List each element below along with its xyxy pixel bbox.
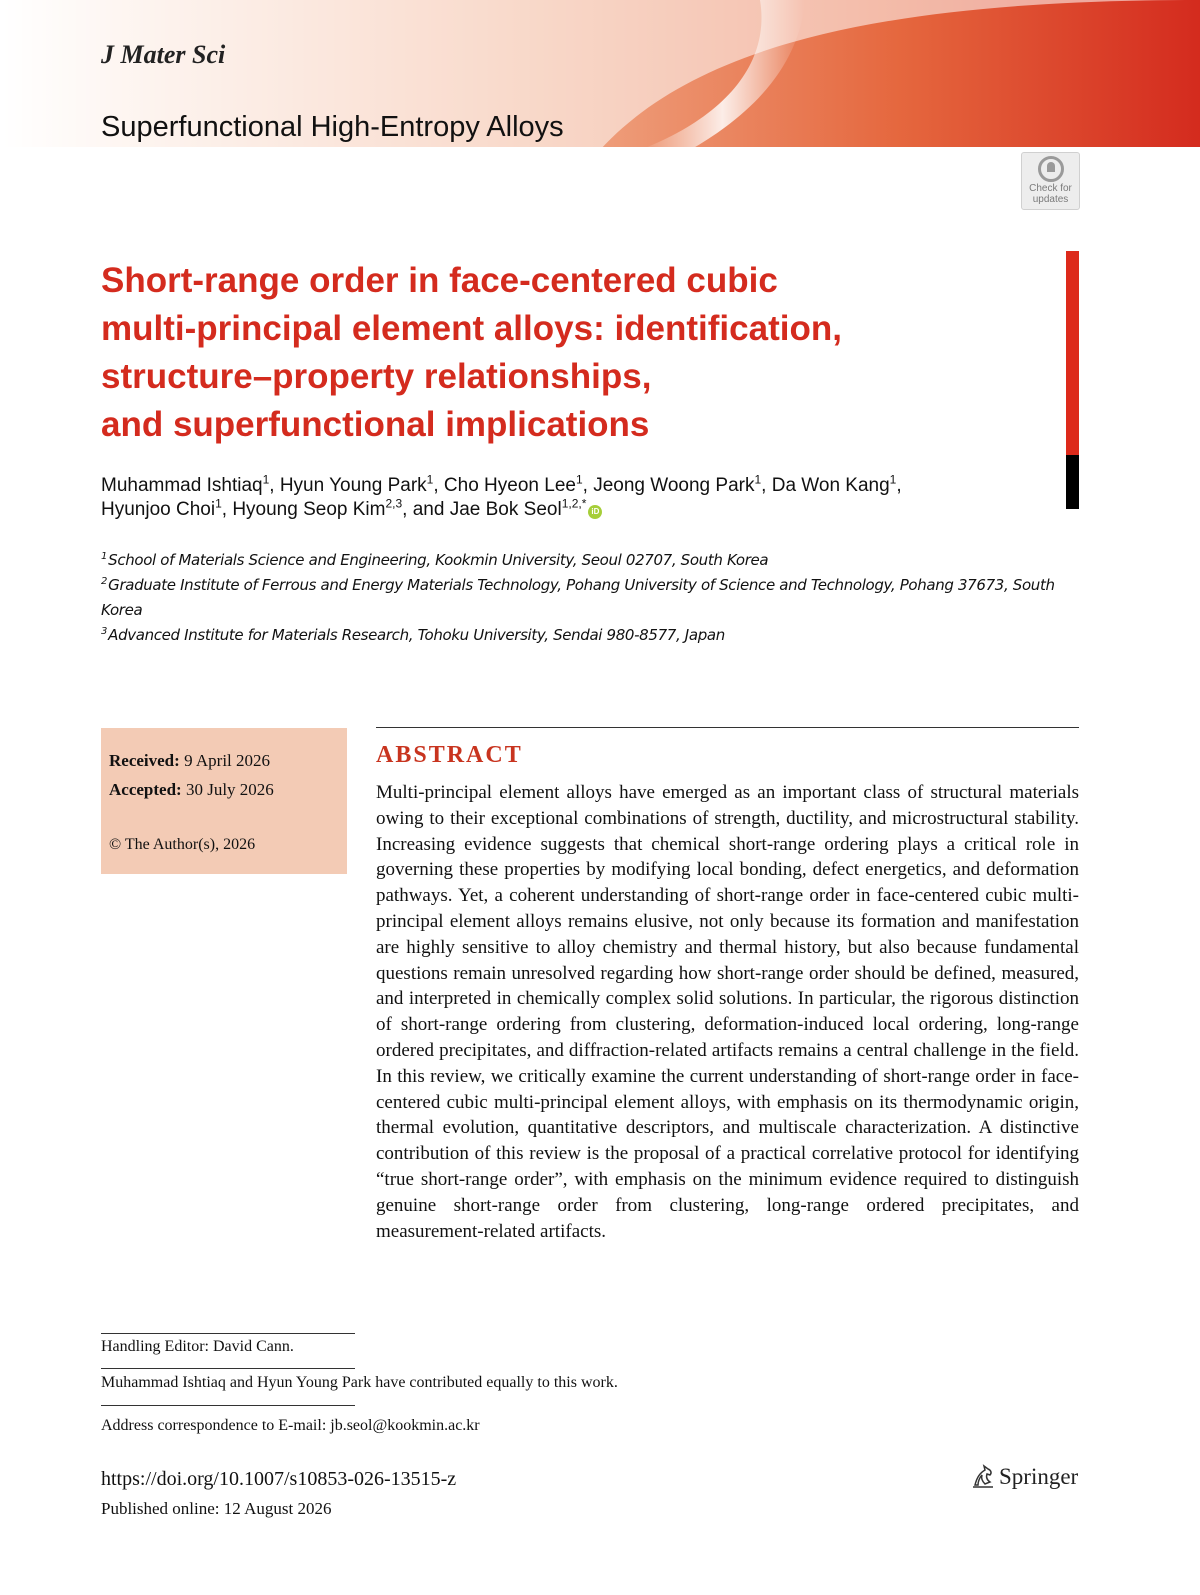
author-list bbox=[101, 474, 1031, 522]
author-affil-sup: 1 bbox=[262, 472, 270, 487]
orcid-icon[interactable]: iD bbox=[588, 505, 602, 519]
author-sep: , bbox=[896, 475, 902, 496]
decorative-sidebar-bar bbox=[1066, 251, 1079, 509]
author-name[interactable]: Cho Hyeon Lee bbox=[443, 475, 576, 496]
author-line-1 bbox=[101, 474, 1031, 498]
accepted-date bbox=[109, 775, 339, 804]
accepted-value: 30 July 2026 bbox=[185, 780, 274, 799]
author-sep: , bbox=[433, 475, 444, 496]
affiliation-text: Advanced Institute for Materials Research, Tohoku University, Sendai 980-8577, Japan bbox=[108, 626, 725, 644]
author-name[interactable]: Hyoung Seop Kim bbox=[232, 499, 386, 520]
title-line: structure–property relationships, bbox=[101, 357, 652, 396]
abstract-text: Multi-principal element alloys have emerged as an important class of structural materials owing to their exceptional combinations of strength, ductility, and microstructural stability. Increasing evidence suggests that chemical short-range ordering plays a critical role in governing these properties by modifying local bonding, defect energetics, and deformation pathways. Yet, a coherent understanding of short-range order in face-centered cubic multi-principal element alloys remains elusive, not only because its formation and manifestation are highly sensitive to alloy chemistry and thermal history, but also because fundamental questions remain unresolved regarding how short-range order should be defined, measured, and interpreted in chemically complex solid solutions. In particular, the rigorous distinction of short-range ordering from clustering, deformation-induced local ordering, long-range ordered precipitates, and diffraction-related artifacts remains a central challenge in the field. In this review, we critically examine the current understanding of short-range order in face-centered cubic multi-principal element alloys, with emphasis on its thermodynamic origin, thermal evolution, quantitative descriptors, and multiscale characterization. A distinctive contribution of this review is the proposal of a practical correlative protocol for identifying “true short-range order”, with emphasis on the minimum evidence required to distinguish genuine short-range order from clustering, long-range ordered precipitates, and measurement-related artifacts. bbox=[376, 782, 1079, 1242]
author-line-2 bbox=[101, 498, 1031, 522]
author-sep: , bbox=[221, 499, 233, 520]
affiliations bbox=[101, 548, 1061, 648]
author-affil-sup: 1 bbox=[889, 472, 897, 487]
affiliation-item bbox=[101, 573, 1061, 623]
affiliation-item bbox=[101, 623, 1061, 648]
author-name[interactable]: Da Won Kang bbox=[771, 475, 890, 496]
affiliation-number: 2 bbox=[101, 576, 108, 587]
affiliation-text: School of Materials Science and Engineering, Kookmin University, Seoul 02707, South Korea bbox=[108, 551, 769, 569]
author-name[interactable]: Hyun Young Park bbox=[279, 475, 427, 496]
publisher-name: Springer bbox=[999, 1464, 1079, 1489]
author-name[interactable]: Jeong Woong Park bbox=[593, 475, 755, 496]
bookmark-icon bbox=[1038, 156, 1064, 182]
footnote-divider bbox=[101, 1405, 355, 1406]
author-affil-sup: 2,3 bbox=[385, 496, 403, 511]
author-affil-sup: 1 bbox=[215, 496, 222, 511]
equal-contribution-note: Muhammad Ishtiaq and Hyun Young Park have contributed equally to this work. bbox=[101, 1374, 618, 1391]
handling-editor-note: Handling Editor: David Cann. bbox=[101, 1338, 294, 1355]
author-name[interactable]: Muhammad Ishtiaq bbox=[101, 475, 263, 496]
author-sep: , bbox=[269, 475, 280, 496]
author-sep: , bbox=[761, 475, 772, 496]
affiliation-text: Graduate Institute of Ferrous and Energy Materials Technology, Pohang University of Science and Technology, Pohang 37673, South Korea bbox=[101, 576, 1055, 619]
doi-link[interactable]: https://doi.org/10.1007/s10853-026-13515-z bbox=[101, 1468, 457, 1490]
abstract-heading: ABSTRACT bbox=[376, 742, 523, 768]
article-dates-box bbox=[101, 728, 347, 874]
title-line: Short-range order in face-centered cubic bbox=[101, 261, 778, 300]
affiliation-number: 1 bbox=[101, 551, 108, 562]
received-value: 9 April 2026 bbox=[184, 751, 271, 770]
received-label: Received: bbox=[109, 751, 180, 770]
copyright-notice: © The Author(s), 2026 bbox=[109, 836, 256, 853]
author-affil-sup: 1,2,* bbox=[561, 496, 587, 511]
author-affil-sup: 1 bbox=[575, 472, 583, 487]
footnote-divider bbox=[101, 1333, 355, 1334]
title-line: multi-principal element alloys: identification, bbox=[101, 309, 842, 348]
check-for-updates-line1: Check for bbox=[1029, 183, 1072, 194]
check-for-updates-line2: updates bbox=[1032, 194, 1069, 205]
received-date bbox=[109, 746, 339, 775]
author-affil-sup: 1 bbox=[426, 472, 434, 487]
published-date: Published online: 12 August 2026 bbox=[101, 1499, 332, 1518]
author-name[interactable]: and Jae Bok Seol bbox=[412, 499, 562, 520]
affiliation-item bbox=[101, 548, 1061, 573]
footnote-divider bbox=[101, 1368, 355, 1369]
section-title: Superfunctional High-Entropy Alloys bbox=[101, 111, 564, 143]
author-sep: , bbox=[582, 475, 594, 496]
abstract-divider bbox=[376, 727, 1079, 728]
article-title bbox=[101, 257, 1001, 449]
springer-horse-icon bbox=[971, 1463, 995, 1489]
accepted-label: Accepted: bbox=[109, 780, 182, 799]
author-sep: , bbox=[402, 499, 413, 520]
title-line: and superfunctional implications bbox=[101, 405, 650, 444]
check-for-updates-button[interactable] bbox=[1021, 152, 1080, 210]
correspondence-email[interactable]: Address correspondence to E-mail: jb.seol@kookmin.ac.kr bbox=[101, 1417, 480, 1434]
publisher-logo[interactable] bbox=[971, 1463, 1078, 1490]
author-affil-sup: 1 bbox=[754, 472, 762, 487]
author-name[interactable]: Hyunjoo Choi bbox=[101, 499, 216, 520]
affiliation-number: 3 bbox=[101, 626, 108, 637]
journal-name: J Mater Sci bbox=[101, 40, 226, 69]
